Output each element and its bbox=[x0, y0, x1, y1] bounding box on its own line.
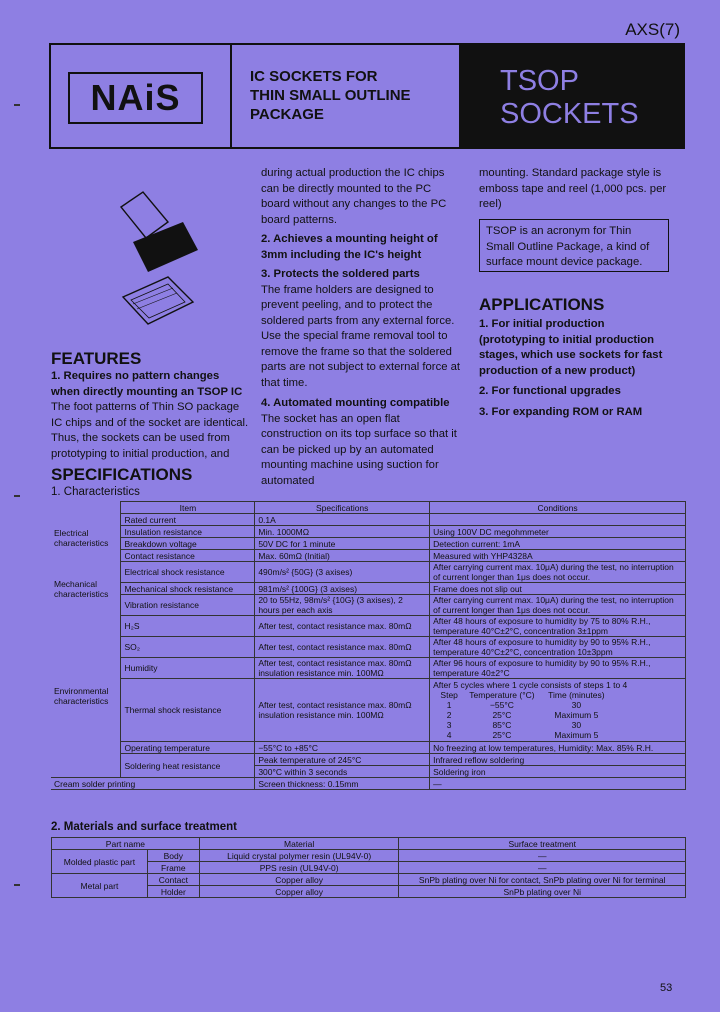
cell: Maximum 5 bbox=[554, 730, 599, 740]
cell: 85°C bbox=[492, 720, 512, 730]
table-row bbox=[51, 526, 686, 538]
table-row bbox=[52, 850, 686, 862]
cell: Molded plastic part bbox=[52, 850, 148, 874]
feature-3-title: 3. Protects the soldered parts bbox=[261, 268, 420, 280]
cell: 2 bbox=[446, 710, 452, 720]
cell: Max. 60mΩ (Initial) bbox=[255, 550, 430, 562]
table-row bbox=[52, 874, 686, 886]
table-row bbox=[51, 550, 686, 562]
applications-list bbox=[479, 317, 671, 420]
feature-1-title: 1. Requires no pattern changes when directly mounting an TSOP IC bbox=[51, 370, 243, 398]
cell: 20 to 55Hz, 98m/s² {10G} (3 axises), 2 hours per each axis bbox=[255, 595, 430, 616]
cell: Humidity bbox=[121, 658, 255, 679]
cell: After 48 hours of exposure to humidity by 90 to 95% R.H., temperature 40°C±2°C, concentration 10±3ppm bbox=[430, 637, 686, 658]
subtitle-line: IC SOCKETS FOR bbox=[250, 68, 378, 85]
cell: PPS resin (UL94V-0) bbox=[199, 862, 399, 874]
cell: Liquid crystal polymer resin (UL94V-0) bbox=[199, 850, 399, 862]
features-column-2 bbox=[261, 166, 461, 489]
table-header bbox=[52, 838, 686, 850]
cell: Insulation resistance bbox=[121, 526, 255, 538]
table-header bbox=[51, 502, 686, 514]
title-line: TSOP bbox=[500, 65, 579, 97]
cell: Soldering iron bbox=[430, 766, 686, 778]
table-row bbox=[51, 754, 686, 766]
cell: Contact resistance bbox=[121, 550, 255, 562]
application-item: 2. For functional upgrades bbox=[479, 385, 621, 397]
table-row bbox=[52, 886, 686, 898]
cell: — bbox=[399, 862, 686, 874]
cell: SnPb plating over Ni for contact, SnPb plating over Ni for terminal bbox=[399, 874, 686, 886]
cell: SO₂ bbox=[121, 637, 255, 658]
cell: 30 bbox=[571, 720, 582, 730]
cell bbox=[430, 514, 686, 526]
subtitle-line: THIN SMALL OUTLINE bbox=[250, 87, 411, 104]
cell: After test, contact resistance max. 80mΩ bbox=[255, 637, 430, 658]
characteristics-subheading: 1. Characteristics bbox=[51, 486, 140, 498]
cell: 0.1A bbox=[255, 514, 430, 526]
cell: 25°C bbox=[492, 730, 512, 740]
cell: 50V DC for 1 minute bbox=[255, 538, 430, 550]
cell: After 48 hours of exposure to humidity by 75 to 80% R.H., temperature 40°C±2°C, concentration 3±1ppm bbox=[430, 616, 686, 637]
subtitle-line: PACKAGE bbox=[250, 106, 324, 123]
page-number: 53 bbox=[660, 982, 673, 994]
cell: H₂S bbox=[121, 616, 255, 637]
cell: 300°C within 3 seconds bbox=[255, 766, 430, 778]
header-divider bbox=[230, 43, 232, 149]
cell: No freezing at low temperatures, Humidity: Max. 85% R.H. bbox=[430, 742, 686, 754]
cell: 490m/s² {50G} (3 axises) bbox=[255, 562, 430, 583]
cell: Cream solder printing bbox=[51, 778, 255, 790]
cell: 25°C bbox=[492, 710, 512, 720]
cell: After 96 hours of exposure to humidity by 90 to 95% R.H., temperature 40±2°C bbox=[430, 658, 686, 679]
cell: Breakdown voltage bbox=[121, 538, 255, 550]
cell: Infrared reflow soldering bbox=[430, 754, 686, 766]
table-row bbox=[51, 742, 686, 754]
cell: Copper alloy bbox=[199, 874, 399, 886]
page-title bbox=[500, 65, 639, 131]
cell: 1 bbox=[446, 700, 452, 710]
header-subtitle bbox=[250, 67, 411, 124]
group-electrical: Electrical characteristics bbox=[54, 527, 109, 548]
title-line: SOCKETS bbox=[500, 98, 639, 130]
cell: −55°C to +85°C bbox=[255, 742, 430, 754]
cell: Thermal shock resistance bbox=[121, 679, 255, 742]
cell: Material bbox=[199, 838, 399, 850]
cell: Soldering heat resistance bbox=[121, 754, 255, 778]
cell: Measured with YHP4328A bbox=[430, 550, 686, 562]
feature-3-body: The frame holders are designed to prevent peeling, and to protect the soldered parts from any external force. Use the special frame removal tool to remove the frame so that the soldered parts are not subject to external force at that time. bbox=[261, 283, 461, 389]
cell: Contact bbox=[147, 874, 199, 886]
table-row bbox=[51, 616, 686, 637]
col-item: Item bbox=[121, 502, 255, 514]
feature-4-body-cont: mounting. Standard package style is emboss tape and reel (1,000 pcs. per reel) bbox=[479, 167, 667, 210]
feature-4-body: The socket has an open flat construction on its top surface so that it can be picked up by an automated mounting machine using suction for automated bbox=[261, 412, 457, 487]
cell: Mechanical shock resistance bbox=[121, 583, 255, 595]
cell: Frame does not slip out bbox=[430, 583, 686, 595]
thermal-conditions bbox=[430, 679, 686, 742]
margin-mark bbox=[14, 495, 20, 497]
characteristics-table bbox=[51, 501, 686, 790]
cell: After test, contact resistance max. 80mΩ insulation resistance min. 100MΩ bbox=[255, 679, 430, 742]
margin-mark bbox=[14, 104, 20, 106]
thermal-caption: After 5 cycles where 1 cycle consists of steps 1 to 4 bbox=[433, 680, 628, 690]
group-mechanical: Mechanical characteristics bbox=[54, 578, 109, 599]
materials-subheading: 2. Materials and surface treatment bbox=[51, 821, 237, 833]
feature-1 bbox=[51, 369, 251, 462]
cell: Time (minutes) bbox=[548, 690, 605, 700]
cell: Vibration resistance bbox=[121, 595, 255, 616]
feature-4-title: 4. Automated mounting compatible bbox=[261, 397, 450, 409]
product-photo bbox=[113, 182, 208, 332]
cell: Screen thickness: 0.15mm bbox=[255, 778, 430, 790]
feature-2-title: 2. Achieves a mounting height of 3mm including the IC's height bbox=[261, 233, 438, 261]
cell: After test, contact resistance max. 80mΩ insulation resistance min. 100MΩ bbox=[255, 658, 430, 679]
table-row bbox=[52, 862, 686, 874]
cell: After test, contact resistance max. 80mΩ bbox=[255, 616, 430, 637]
product-code: AXS(7) bbox=[625, 20, 680, 39]
cell: Holder bbox=[147, 886, 199, 898]
cell: Using 100V DC megohmmeter bbox=[430, 526, 686, 538]
application-item: 3. For expanding ROM or RAM bbox=[479, 405, 643, 418]
col-spec: Specifications bbox=[255, 502, 430, 514]
table-row bbox=[51, 778, 686, 790]
cell: Peak temperature of 245°C bbox=[255, 754, 430, 766]
cell: Body bbox=[147, 850, 199, 862]
cell: After carrying current max. 10μA) during the test, no interruption of current longer than 1μs does not occur. bbox=[430, 562, 686, 583]
tsop-note: TSOP is an acronym for Thin Small Outline Package, a kind of surface mount device package. bbox=[479, 219, 669, 272]
table-row bbox=[51, 514, 686, 526]
cell: Rated current bbox=[121, 514, 255, 526]
cell: Frame bbox=[147, 862, 199, 874]
col-cond: Conditions bbox=[430, 502, 686, 514]
margin-mark bbox=[14, 884, 20, 886]
cell: Maximum 5 bbox=[554, 710, 599, 720]
feature-1-body-cont: during actual production the IC chips can be directly mounted to the PC board without any changes to the PC board patterns. bbox=[261, 167, 447, 226]
table-row bbox=[51, 562, 686, 583]
cell: — bbox=[430, 778, 686, 790]
table-row bbox=[51, 658, 686, 679]
cell: Part name bbox=[52, 838, 200, 850]
thermal-step-table bbox=[436, 690, 611, 740]
applications-heading: APPLICATIONS bbox=[479, 295, 605, 314]
cell: — bbox=[399, 850, 686, 862]
cell: Electrical shock resistance bbox=[121, 562, 255, 583]
cell: Metal part bbox=[52, 874, 148, 898]
table-row bbox=[51, 595, 686, 616]
cell: 4 bbox=[446, 730, 452, 740]
cell: Temperature (°C) bbox=[469, 690, 535, 700]
specifications-heading: SPECIFICATIONS bbox=[51, 465, 193, 484]
table-row bbox=[51, 679, 686, 742]
cell: 3 bbox=[446, 720, 452, 730]
cell: Copper alloy bbox=[199, 886, 399, 898]
cell: After carrying current max. 10μA) during the test, no interruption of current longer than 1μs does not occur. bbox=[430, 595, 686, 616]
cell: Detection current: 1mA bbox=[430, 538, 686, 550]
cell: Min. 1000MΩ bbox=[255, 526, 430, 538]
materials-table bbox=[51, 837, 686, 898]
cell: 30 bbox=[571, 700, 582, 710]
table-row bbox=[51, 583, 686, 595]
cell: Operating temperature bbox=[121, 742, 255, 754]
cell: −55°C bbox=[489, 700, 514, 710]
cell: Surface treatment bbox=[399, 838, 686, 850]
cell: 981m/s² {100G} (3 axises) bbox=[255, 583, 430, 595]
features-column-3 bbox=[479, 166, 671, 213]
group-environmental: Environmental characteristics bbox=[54, 686, 109, 707]
application-item: 1. For initial production (prototyping to initial production stages, which use sockets for fast production of a new product) bbox=[479, 318, 663, 377]
cell: SnPb plating over Ni bbox=[399, 886, 686, 898]
feature-1-body: The foot patterns of Thin SO package IC chips and of the socket are identical. Thus, the sockets can be used from prototyping to initial production, and bbox=[51, 401, 249, 460]
cell: Step bbox=[440, 690, 458, 700]
table-row bbox=[51, 538, 686, 550]
table-row bbox=[51, 637, 686, 658]
features-heading: FEATURES bbox=[51, 349, 142, 368]
nais-logo: NAiS bbox=[68, 72, 203, 124]
